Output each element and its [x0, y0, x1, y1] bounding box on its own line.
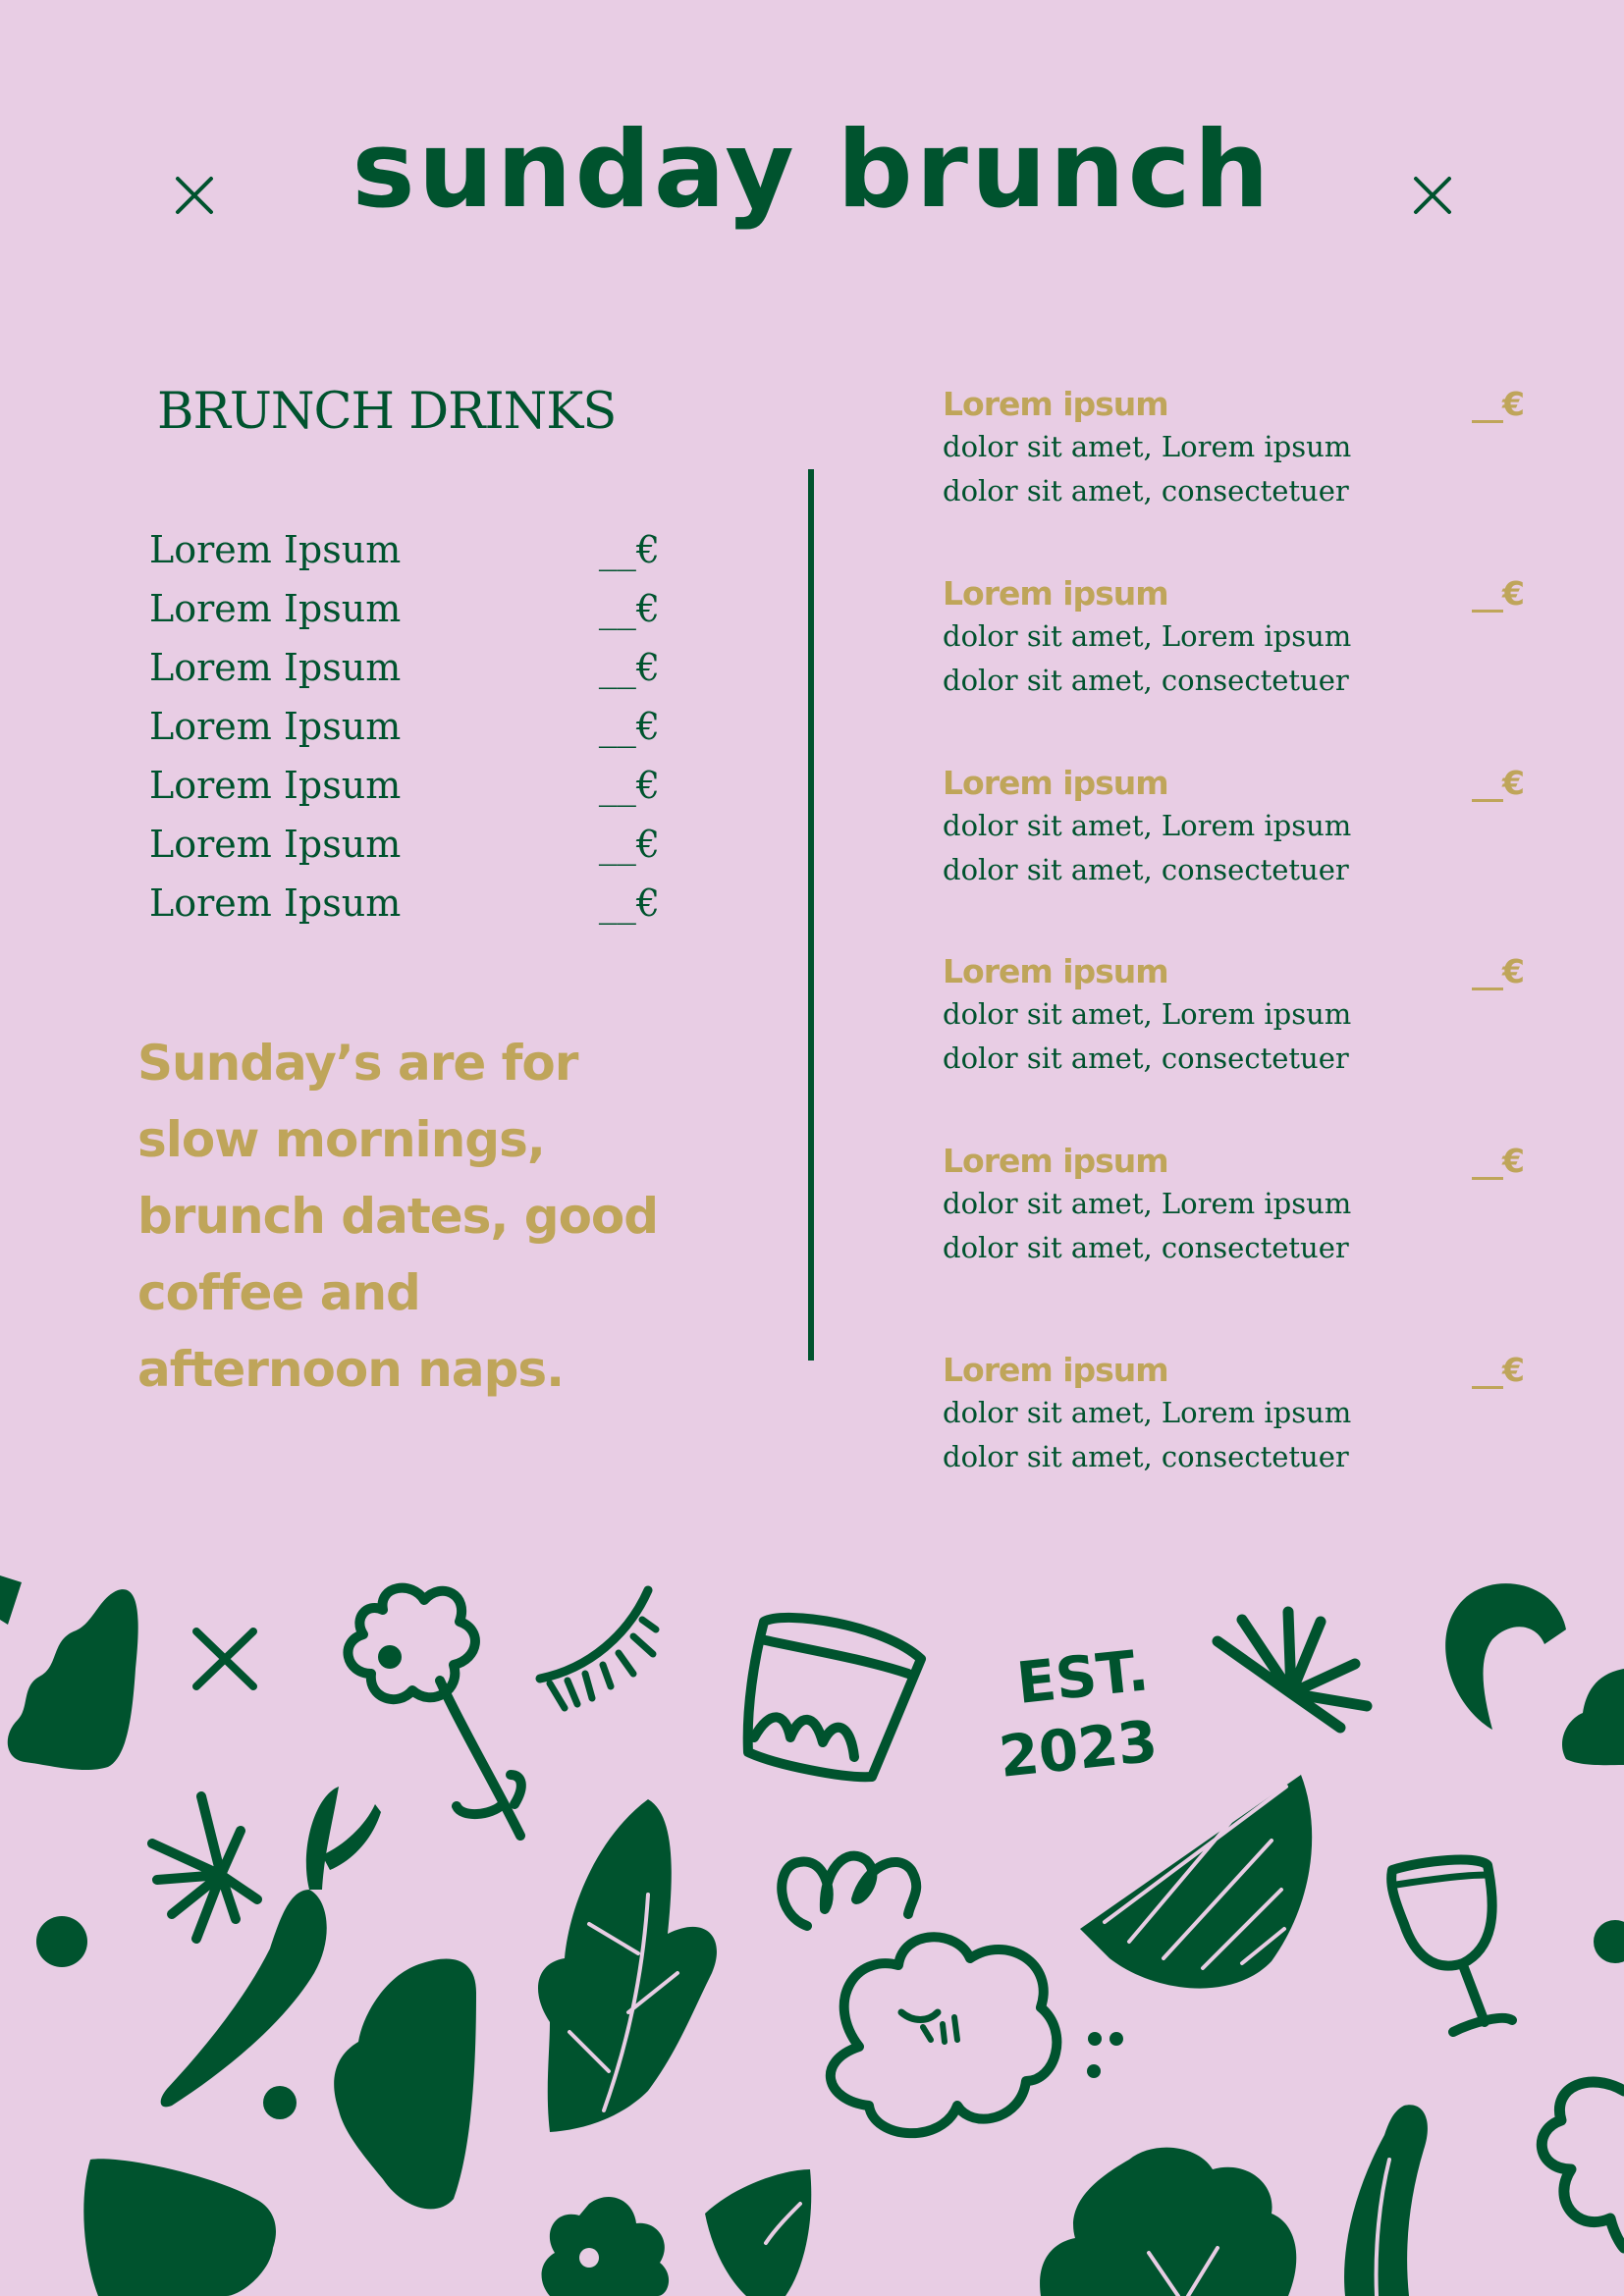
carrot-icon	[161, 1890, 327, 2107]
menu-item-name: Lorem ipsum	[943, 1142, 1168, 1180]
menu-item	[943, 1349, 1524, 1479]
blob-icon	[1562, 1669, 1624, 1765]
drink-name: Lorem Ipsum	[149, 764, 402, 807]
menu-item-price: __€	[1472, 385, 1524, 423]
drink-price: __€	[598, 764, 660, 807]
drink-price: __€	[598, 646, 660, 689]
drink-name: Lorem Ipsum	[149, 881, 402, 925]
cross-icon	[196, 1631, 253, 1686]
drink-price: __€	[598, 528, 660, 571]
page-title: sunday brunch	[352, 109, 1272, 232]
tagline: Sunday’s are for slow mornings, brunch dates, good coffee and afternoon naps.	[137, 1035, 659, 1398]
edge-squiggle-icon	[1542, 2082, 1624, 2248]
drink-row	[149, 874, 660, 933]
drink-row	[149, 520, 660, 579]
menu-item-price: __€	[1472, 952, 1524, 990]
menu-item-name: Lorem ipsum	[943, 1351, 1168, 1389]
edge-shape-icon	[0, 1575, 22, 1625]
blob-icon	[334, 1958, 476, 2209]
menu-item	[943, 572, 1524, 703]
banana-icon	[1344, 2105, 1428, 2296]
starburst-icon	[152, 1796, 257, 1939]
flower-outline-icon	[348, 1588, 474, 1700]
wine-glass-icon	[705, 2169, 811, 2296]
drinks-list	[149, 520, 660, 933]
menu-item-description: dolor sit amet, Lorem ipsum dolor sit amet, consectetuer	[943, 997, 1352, 1075]
menu-item	[943, 950, 1524, 1081]
menu-item	[943, 762, 1524, 892]
drink-price: __€	[598, 705, 660, 748]
drink-row	[149, 638, 660, 697]
drink-row	[149, 697, 660, 756]
menu-item-description: dolor sit amet, Lorem ipsum dolor sit amet, consectetuer	[943, 809, 1352, 886]
menu-item-price: __€	[1472, 574, 1524, 613]
menu-item-description: dolor sit amet, Lorem ipsum dolor sit amet, consectetuer	[943, 1187, 1352, 1264]
drink-price: __€	[598, 823, 660, 866]
menu-item-price: __€	[1472, 1142, 1524, 1180]
burst-icon	[1218, 1612, 1367, 1728]
menu-item-name: Lorem ipsum	[943, 952, 1168, 990]
menu-item-price: __€	[1472, 1351, 1524, 1389]
flower-icon	[542, 2197, 670, 2296]
arc-icon	[1445, 1583, 1566, 1730]
est-badge-text: EST.	[1013, 1636, 1152, 1717]
drink-name: Lorem Ipsum	[149, 646, 402, 689]
leaf-icon	[538, 1799, 717, 2132]
menu-item	[943, 1140, 1524, 1270]
doodle-illustration	[0, 1531, 1624, 2296]
squiggle-icon	[782, 1856, 916, 1926]
menu-item-description: dolor sit amet, Lorem ipsum dolor sit amet, consectetuer	[943, 430, 1352, 507]
menu-item	[943, 383, 1524, 513]
menu-item-name: Lorem ipsum	[943, 574, 1168, 613]
menu-item-price: __€	[1472, 764, 1524, 802]
menu-item-description: dolor sit amet, Lorem ipsum dolor sit amet, consectetuer	[943, 1396, 1352, 1473]
flower-icon	[1040, 2148, 1296, 2296]
year-badge-text: 2023	[996, 1707, 1162, 1790]
menu-item-name: Lorem ipsum	[943, 385, 1168, 423]
drink-name: Lorem Ipsum	[149, 823, 402, 866]
drink-name: Lorem Ipsum	[149, 587, 402, 630]
drink-name: Lorem Ipsum	[149, 528, 402, 571]
menu-item-name: Lorem ipsum	[943, 764, 1168, 802]
drinks-section-title: BRUNCH DRINKS	[157, 383, 617, 441]
drink-row	[149, 579, 660, 638]
column-divider	[808, 469, 814, 1361]
drink-row	[149, 756, 660, 815]
lemon-slice-icon	[1080, 1775, 1312, 1989]
cup-icon	[83, 2159, 276, 2296]
blob-icon	[8, 1589, 138, 1770]
drink-row	[149, 815, 660, 874]
drink-price: __€	[598, 881, 660, 925]
drink-name: Lorem Ipsum	[149, 705, 402, 748]
menu-item-description: dolor sit amet, Lorem ipsum dolor sit amet, consectetuer	[943, 619, 1352, 697]
cross-right-icon	[1412, 175, 1453, 216]
drink-price: __€	[598, 587, 660, 630]
